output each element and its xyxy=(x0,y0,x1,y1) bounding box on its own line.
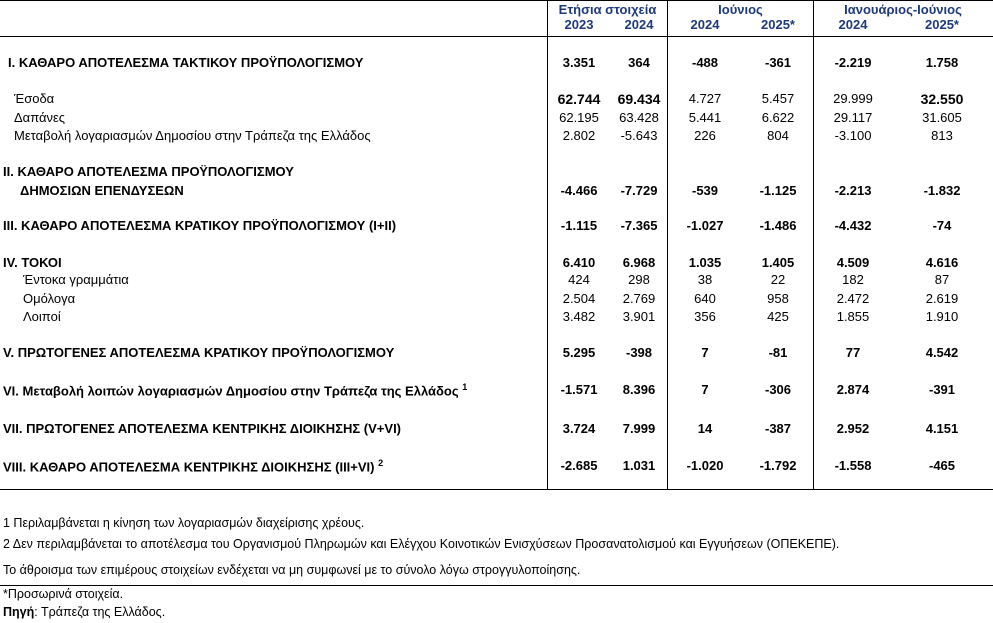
row-label: IV. ΤΟΚΟΙ xyxy=(3,255,62,270)
table-cell: 640 xyxy=(694,291,716,306)
table-cell: 7 xyxy=(701,382,709,397)
table-cell: 3.724 xyxy=(562,421,596,436)
row-label: II. ΚΑΘΑΡΟ ΑΠΟΤΕΛΕΣΜΑ ΠΡΟΫΠΟΛΟΓΙΣΜΟΥ xyxy=(3,164,294,179)
table-cell: 298 xyxy=(628,272,650,287)
table-cell: -2.213 xyxy=(834,183,872,198)
table-cell: 4.727 xyxy=(688,91,722,106)
top-rule xyxy=(0,0,993,1)
table-cell: -81 xyxy=(768,345,788,360)
table-cell: -1.558 xyxy=(834,458,872,473)
table-cell: 5.457 xyxy=(761,91,795,106)
table-cell: 32.550 xyxy=(920,91,964,107)
table-cell: 4.542 xyxy=(925,345,959,360)
table-cell: -2.219 xyxy=(834,55,872,70)
table-cell: -465 xyxy=(928,458,956,473)
row-label: VI. Μεταβολή λοιπών λογαριασμών Δημοσίου στην Τράπεζα της Ελλάδος $^1$ xyxy=(3,382,468,399)
row-label: Έντοκα γραμμάτια xyxy=(23,272,129,287)
footnote-2: 2 Δεν περιλαμβάνεται το αποτέλεσμα του Οργανισμού Πληρωμών και Ελέγχου Κοινοτικών Ενισχύσεων Προσανατολισμού και Εγγυήσεων (ΟΠΕΚΕΠΕ). xyxy=(3,537,840,551)
table-cell: 1.031 xyxy=(622,458,656,473)
table-cell: 38 xyxy=(697,272,713,287)
header-group-june: Ιούνιος xyxy=(718,2,763,17)
table-cell: 804 xyxy=(767,128,789,143)
header-year: 2023 xyxy=(564,17,594,32)
table-cell: -4.466 xyxy=(560,183,598,198)
table-cell: 1.758 xyxy=(925,55,959,70)
table-cell: 29.999 xyxy=(833,91,873,106)
table-cell: -2.685 xyxy=(560,458,598,473)
column-rule-1 xyxy=(547,0,548,489)
table-cell: 226 xyxy=(694,128,716,143)
table-cell: 182 xyxy=(842,272,864,287)
table-cell: 62.744 xyxy=(557,91,601,107)
table-cell: 364 xyxy=(628,55,650,70)
table-cell: 2.619 xyxy=(925,291,959,306)
table-cell: -1.832 xyxy=(923,183,961,198)
table-cell: 62.195 xyxy=(559,110,599,125)
table-cell: 2.769 xyxy=(622,291,656,306)
header-year: 2024 xyxy=(690,17,720,32)
table-cell: -1.571 xyxy=(560,382,598,397)
table-cell: 356 xyxy=(694,309,716,324)
row-label: Έσοδα xyxy=(14,91,55,106)
table-cell: 424 xyxy=(568,272,590,287)
table-cell: -74 xyxy=(932,218,952,233)
row-label: III. ΚΑΘΑΡΟ ΑΠΟΤΕΛΕΣΜΑ ΚΡΑΤΙΚΟΥ ΠΡΟΫΠΟΛΟΓΙΣΜΟΥ (I+II) xyxy=(3,218,397,233)
table-cell: -387 xyxy=(764,421,792,436)
table-cell: 4.509 xyxy=(836,255,870,270)
table-cell: -1.020 xyxy=(686,458,724,473)
notes-rule xyxy=(0,585,993,586)
table-cell: -539 xyxy=(691,183,719,198)
row-label: Μεταβολή λογαριασμών Δημοσίου στην Τράπεζα της Ελλάδος xyxy=(14,128,371,143)
header-group-annual: Ετήσια στοιχεία xyxy=(558,2,657,17)
header-year: 2025* xyxy=(925,17,959,32)
table-cell: 7.999 xyxy=(622,421,656,436)
row-label: Δαπάνες xyxy=(14,110,66,125)
row-label: VII. ΠΡΩΤΟΓΕΝΕΣ ΑΠΟΤΕΛΕΣΜΑ ΚΕΝΤΡΙΚΗΣ ΔΙΟΙΚΗΣΗΣ (V+VI) xyxy=(3,421,402,436)
table-cell: -7.729 xyxy=(620,183,658,198)
table-cell: 1.405 xyxy=(761,255,795,270)
table-cell: 1.910 xyxy=(925,309,959,324)
provisional-note: *Προσωρινά στοιχεία. xyxy=(3,587,124,601)
table-cell: 6.410 xyxy=(562,255,596,270)
row-label: V. ΠΡΩΤΟΓΕΝΕΣ ΑΠΟΤΕΛΕΣΜΑ ΚΡΑΤΙΚΟΥ ΠΡΟΫΠΟΛΟΓΙΣΜΟΥ xyxy=(3,345,395,360)
table-cell: -391 xyxy=(928,382,956,397)
row-label: I. ΚΑΘΑΡΟ ΑΠΟΤΕΛΕΣΜΑ ΤΑΚΤΙΚΟΥ ΠΡΟΫΠΟΛΟΓΙΣΜΟΥ xyxy=(8,55,364,70)
table-bottom-rule xyxy=(0,489,993,490)
table-cell: 2.874 xyxy=(836,382,870,397)
row-label: Ομόλογα xyxy=(23,291,76,306)
table-cell: 5.295 xyxy=(562,345,596,360)
header-year: 2024 xyxy=(624,17,654,32)
column-rule-2 xyxy=(667,0,668,489)
table-cell: -4.432 xyxy=(834,218,872,233)
header-year: 2025* xyxy=(761,17,795,32)
table-cell: 29.117 xyxy=(833,110,873,125)
row-label-continued: ΔΗΜΟΣΙΩΝ ΕΠΕΝΔΥΣΕΩΝ xyxy=(20,183,184,198)
table-cell: 1.035 xyxy=(688,255,722,270)
header-year: 2024 xyxy=(838,17,868,32)
table-cell: 3.351 xyxy=(562,55,596,70)
table-cell: 8.396 xyxy=(622,382,656,397)
table-cell: -306 xyxy=(764,382,792,397)
column-rule-3 xyxy=(813,0,814,489)
table-cell: -5.643 xyxy=(620,128,658,143)
table-cell: 22 xyxy=(770,272,786,287)
table-cell: 63.428 xyxy=(619,110,659,125)
footnote-1: 1 Περιλαμβάνεται η κίνηση των λογαριασμών διαχείρισης χρέους. xyxy=(3,516,365,530)
table-cell: 6.968 xyxy=(622,255,656,270)
table-cell: 2.802 xyxy=(562,128,596,143)
table-cell: -3.100 xyxy=(834,128,872,143)
table-cell: -7.365 xyxy=(620,218,658,233)
table-cell: 2.472 xyxy=(836,291,870,306)
rounding-note: Το άθροισμα των επιμέρους στοιχείων ενδέχεται να μη συμφωνεί με το σύνολο λόγω στρογγυλοποίησης. xyxy=(3,563,581,577)
table-cell: 3.901 xyxy=(622,309,656,324)
table-cell: -1.486 xyxy=(759,218,797,233)
table-cell: 4.616 xyxy=(925,255,959,270)
table-cell: 6.622 xyxy=(761,110,795,125)
table-cell: 87 xyxy=(934,272,950,287)
table-cell: 4.151 xyxy=(925,421,959,436)
table-cell: 425 xyxy=(767,309,789,324)
table-cell: 5.441 xyxy=(688,110,722,125)
table-cell: -1.027 xyxy=(686,218,724,233)
table-cell: 813 xyxy=(931,128,953,143)
table-cell: 77 xyxy=(845,345,861,360)
table-cell: -1.115 xyxy=(560,218,598,233)
table-cell: 3.482 xyxy=(562,309,596,324)
table-cell: 2.952 xyxy=(836,421,870,436)
table-cell: 69.434 xyxy=(617,91,661,107)
row-label: Λοιποί xyxy=(23,309,61,324)
source-note: Πηγή: Τράπεζα της Ελλάδος. xyxy=(3,605,166,619)
table-cell: -1.125 xyxy=(759,183,797,198)
header-group-jan-june: Ιανουάριος-Ιούνιος xyxy=(844,2,962,17)
table-cell: 14 xyxy=(697,421,713,436)
table-cell: -361 xyxy=(764,55,792,70)
table-cell: 2.504 xyxy=(562,291,596,306)
table-cell: 1.855 xyxy=(836,309,870,324)
table-cell: 958 xyxy=(767,291,789,306)
row-label: VIII. ΚΑΘΑΡΟ ΑΠΟΤΕΛΕΣΜΑ ΚΕΝΤΡΙΚΗΣ ΔΙΟΙΚΗΣΗΣ (III+VI) $^2$ xyxy=(3,458,384,475)
table-cell: 7 xyxy=(701,345,709,360)
table-cell: -1.792 xyxy=(759,458,797,473)
header-rule xyxy=(0,36,993,37)
table-cell: -398 xyxy=(625,345,653,360)
table-cell: 31.605 xyxy=(922,110,962,125)
table-cell: -488 xyxy=(691,55,719,70)
